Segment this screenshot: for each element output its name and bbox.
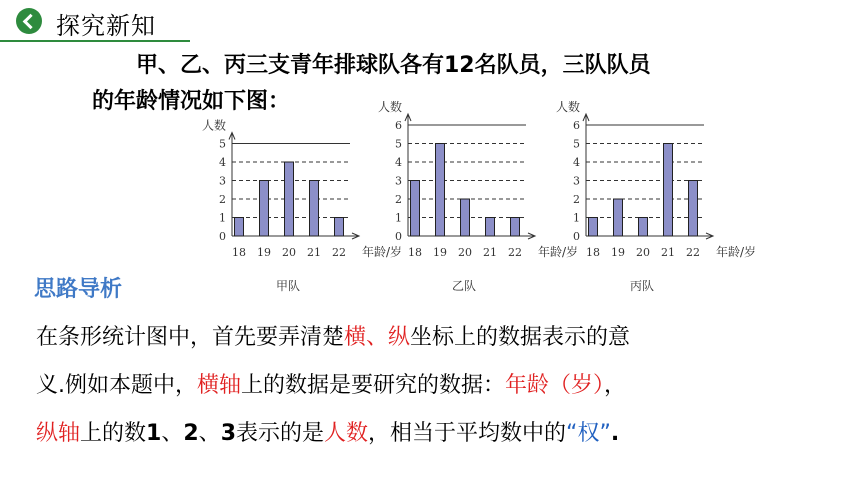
x-tick-label: 20 [458,246,472,259]
y-tick-label: 5 [219,137,226,151]
y-axis-label: 人数 [556,100,581,114]
y-tick-label: 0 [395,230,402,243]
text-segment: . [610,421,620,446]
intro-line-1: 甲、乙、丙三支青年排球队各有12名队员，三队队员 [136,53,651,78]
text-segment: 上的数据是要研究的数据： [241,373,506,398]
text-segment: 坐标上的数据表示的意 [410,325,631,350]
highlight-text: “权” [566,421,611,446]
y-tick-label: 6 [395,119,402,132]
chart-svg-0 [196,110,403,296]
x-tick-label: 20 [636,246,650,259]
y-tick-label: 5 [573,137,580,151]
x-tick-label: 20 [282,246,296,259]
y-tick-label: 6 [573,119,580,132]
y-tick-label: 4 [219,156,226,169]
paragraph-line-1 [36,314,836,362]
y-tick-label: 3 [219,174,226,188]
bar [689,181,698,237]
text-segment: 表示的是 [236,421,325,446]
bar [310,181,319,237]
section-header [0,0,860,44]
x-tick-label: 22 [508,246,522,259]
y-tick-label: 3 [395,174,402,188]
page-title: 探究新知 [56,12,156,40]
y-tick-label: 5 [395,137,402,151]
y-tick-label: 1 [395,211,402,225]
bar [235,218,244,237]
paragraph-line-3 [36,410,836,458]
y-axis-label: 人数 [378,100,403,114]
x-tick-label: 21 [483,246,497,259]
bar [614,199,623,236]
bar [664,144,673,237]
y-tick-label: 2 [395,193,402,206]
chart-team-yi [372,100,579,296]
text-segment: ，相当于平均数中的 [368,421,567,446]
bar [436,144,445,237]
x-tick-label: 18 [586,246,600,259]
y-tick-label: 4 [573,156,580,169]
x-axis-label: 年龄/岁 [538,245,579,259]
number-text: 2 [183,421,199,446]
x-axis-label: 年龄/岁 [362,245,403,259]
chart-svg-2 [550,100,757,296]
y-tick-label: 2 [573,193,580,206]
text-segment: 、 [198,421,221,446]
x-tick-label: 21 [661,246,675,259]
chart-team-bing [550,100,757,296]
chart-title: 甲队 [275,279,301,293]
highlight-text: 横轴 [197,373,242,398]
bar [589,218,598,237]
explanation-paragraph [36,314,836,458]
bar [511,218,520,237]
section-title: 思路导析 [34,277,123,302]
y-tick-label: 0 [573,230,580,243]
bar [285,162,294,236]
x-tick-label: 22 [332,246,346,259]
bar [639,218,648,237]
chart-team-jia [196,110,403,296]
text-segment: 、 [161,421,184,446]
bar [411,181,420,237]
y-tick-label: 4 [395,156,402,169]
text-segment: 上的数 [80,421,147,446]
chevron-left-icon [16,8,42,34]
y-tick-label: 0 [219,230,226,243]
x-tick-label: 18 [232,246,246,259]
chart-title: 乙队 [451,279,477,293]
bar [335,218,344,237]
number-text: 3 [220,421,236,446]
x-tick-label: 19 [611,246,625,259]
x-tick-label: 22 [686,246,700,259]
text-segment: 在条形统计图中，首先要弄清楚 [36,325,345,350]
highlight-text: 人数 [324,421,369,446]
paragraph-line-2 [36,362,836,410]
y-tick-label: 3 [573,174,580,188]
bar [461,199,470,236]
x-tick-label: 21 [307,246,321,259]
intro-line-2: 的年龄情况如下图： [92,89,291,114]
number-text: 1 [146,421,162,446]
x-axis-label: 年龄/岁 [716,245,757,259]
bar [260,181,269,237]
x-tick-label: 19 [433,246,447,259]
x-tick-label: 19 [257,246,271,259]
header-divider [0,40,190,42]
x-tick-label: 18 [408,246,422,259]
text-segment: ， [604,373,627,398]
chart-svg-1 [372,100,579,296]
highlight-text: 横、纵 [344,325,411,350]
highlight-text: 年龄（岁） [505,373,605,398]
chart-title: 丙队 [629,279,655,293]
bar [486,218,495,237]
y-tick-label: 1 [219,211,226,225]
y-tick-label: 1 [573,211,580,225]
y-tick-label: 2 [219,193,226,206]
highlight-text: 纵轴 [36,421,81,446]
y-axis-label: 人数 [202,118,227,133]
text-segment: 义.例如本题中， [36,373,197,398]
